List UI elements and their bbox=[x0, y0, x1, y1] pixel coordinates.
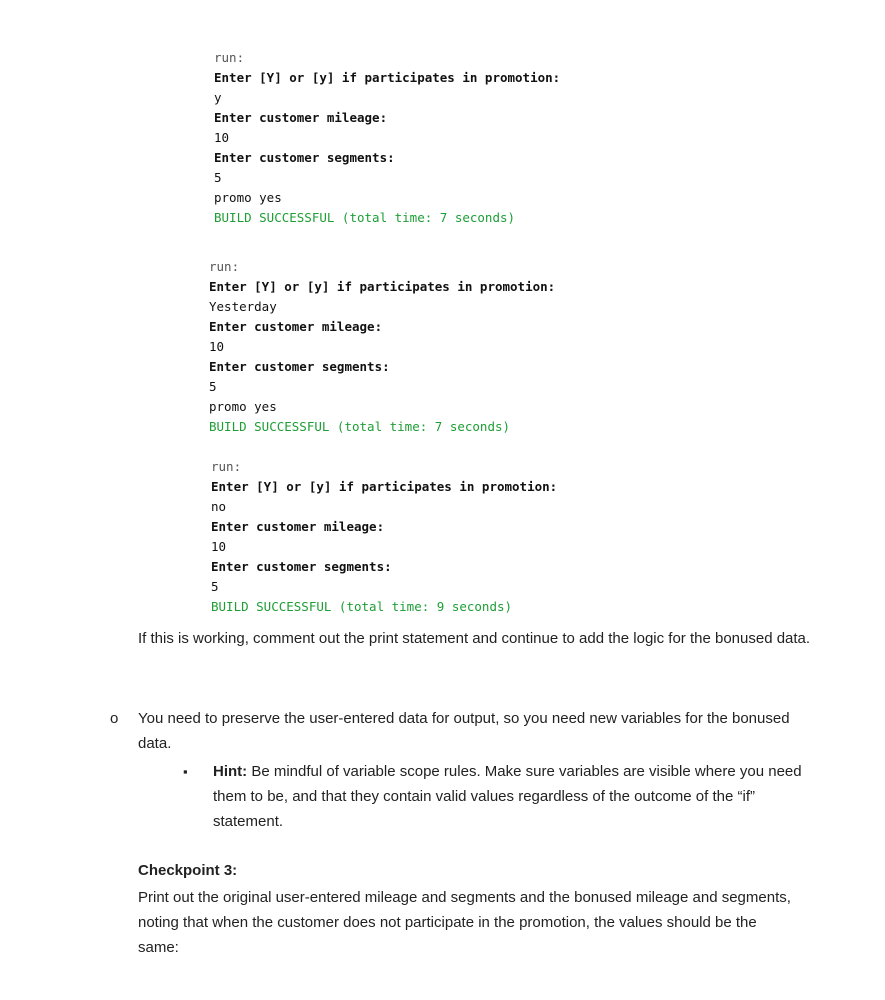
console-line-prompt: Enter customer segments: bbox=[209, 359, 390, 374]
console-line-input: 10 bbox=[211, 539, 227, 554]
console-line-prompt: Enter customer mileage: bbox=[209, 319, 383, 334]
console-line-input: 10 bbox=[214, 130, 230, 145]
console-line-prompt: Enter [Y] or [y] if participates in promotion: bbox=[211, 479, 558, 494]
console-run-label: run: bbox=[211, 459, 242, 474]
console-line-input: 5 bbox=[214, 170, 222, 185]
console-run-label: run: bbox=[214, 50, 245, 65]
console-run-label: run: bbox=[209, 259, 240, 274]
console-line-build: BUILD SUCCESSFUL (total time: 7 seconds) bbox=[209, 419, 511, 434]
console-output-run-3 bbox=[211, 457, 557, 617]
console-line-input: no bbox=[211, 499, 227, 514]
console-line-prompt: Enter customer mileage: bbox=[211, 519, 385, 534]
hint-label: Hint: bbox=[213, 763, 248, 780]
hint-text-block bbox=[183, 759, 823, 834]
hint-bullet-item bbox=[183, 759, 823, 834]
square-bullet-icon: ▪ bbox=[183, 764, 188, 779]
console-line-prompt: Enter [Y] or [y] if participates in promotion: bbox=[209, 279, 556, 294]
console-line-output: promo yes bbox=[214, 190, 282, 205]
console-line-input: y bbox=[214, 90, 222, 105]
console-line-build: BUILD SUCCESSFUL (total time: 7 seconds) bbox=[214, 210, 516, 225]
console-line-input: 10 bbox=[209, 339, 225, 354]
console-output-run-1 bbox=[214, 48, 560, 228]
sub-bullet-text: You need to preserve the user-entered data for output, so you need new variables for the bonused data. bbox=[138, 710, 790, 752]
hint-text: Be mindful of variable scope rules. Make sure variables are visible where you need them to be, and that they contain valid values regardless of the outcome of the “if” statement. bbox=[213, 763, 802, 830]
console-line-output: promo yes bbox=[209, 399, 277, 414]
console-line-input: Yesterday bbox=[209, 299, 277, 314]
checkpoint-description: Print out the original user-entered mileage and segments and the bonused mileage and segments, noting that when the customer does not participate in the promotion, the values should be the same: bbox=[138, 889, 791, 956]
console-line-build: BUILD SUCCESSFUL (total time: 9 seconds) bbox=[211, 599, 513, 614]
console-line-input: 5 bbox=[211, 579, 219, 594]
console-line-prompt: Enter [Y] or [y] if participates in promotion: bbox=[214, 70, 561, 85]
checkpoint-heading: Checkpoint 3: bbox=[138, 862, 238, 879]
instruction-paragraph: If this is working, comment out the print statement and continue to add the logic for the bonused data. bbox=[138, 630, 811, 647]
circle-bullet-icon: o bbox=[110, 710, 119, 727]
console-line-prompt: Enter customer segments: bbox=[211, 559, 392, 574]
console-line-prompt: Enter customer segments: bbox=[214, 150, 395, 165]
sub-bullet-item bbox=[110, 706, 810, 756]
console-line-input: 5 bbox=[209, 379, 217, 394]
console-line-prompt: Enter customer mileage: bbox=[214, 110, 388, 125]
console-output-run-2 bbox=[209, 257, 555, 437]
